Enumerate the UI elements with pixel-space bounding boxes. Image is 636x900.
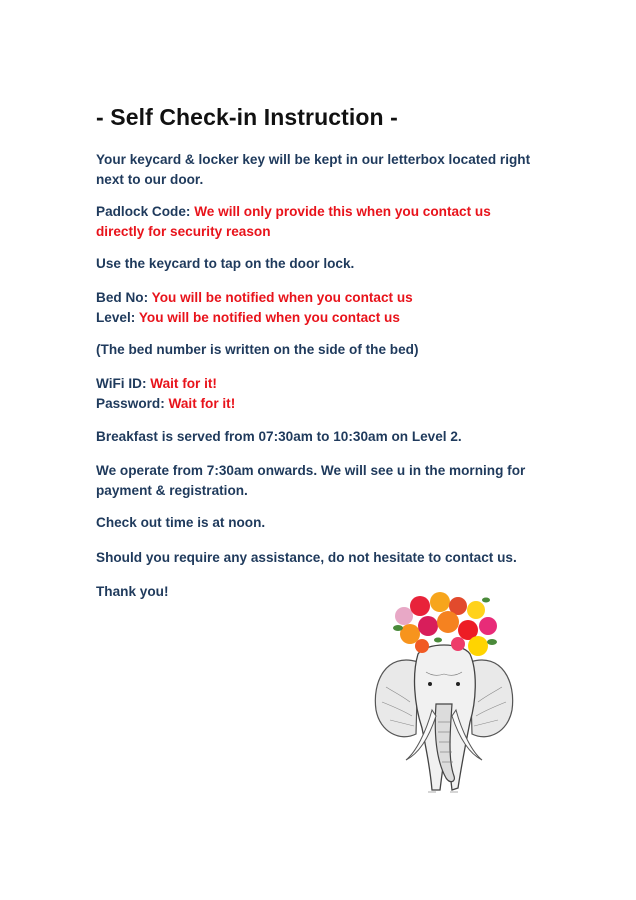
keycard-paragraph: Your keycard & locker key will be kept in our letterbox located right next to our door. xyxy=(96,152,531,187)
padlock-paragraph xyxy=(96,202,536,242)
level-value: You will be notified when you contact us xyxy=(138,310,400,325)
wifi-info xyxy=(96,374,536,414)
level-label: Level: xyxy=(96,310,136,325)
wifi-id-value: Wait for it! xyxy=(150,376,217,391)
door-paragraph: Use the keycard to tap on the door lock. xyxy=(96,256,355,271)
wifi-id-label: WiFi ID: xyxy=(96,376,147,391)
page-title: - Self Check-in Instruction - xyxy=(96,104,398,130)
bed-value: You will be notified when you contact us xyxy=(151,290,413,305)
bed-label: Bed No: xyxy=(96,290,149,305)
padlock-value: We will only provide this when you contact us directly for security reason xyxy=(96,204,491,239)
padlock-label: Padlock Code: xyxy=(96,204,191,219)
checkout-paragraph: Check out time is at noon. xyxy=(96,515,266,530)
elephant-with-flowers-illustration xyxy=(366,592,522,812)
thanks-paragraph: Thank you! xyxy=(96,584,169,599)
wifi-password-label: Password: xyxy=(96,396,165,411)
breakfast-paragraph: Breakfast is served from 07:30am to 10:30am on Level 2. xyxy=(96,429,462,444)
assistance-paragraph: Should you require any assistance, do not hesitate to contact us. xyxy=(96,550,517,565)
wifi-password-value: Wait for it! xyxy=(168,396,236,411)
bed-note: (The bed number is written on the side of the bed) xyxy=(96,342,419,357)
bed-info xyxy=(96,288,536,328)
operate-paragraph: We operate from 7:30am onwards. We will see u in the morning for payment & registration. xyxy=(96,463,526,498)
